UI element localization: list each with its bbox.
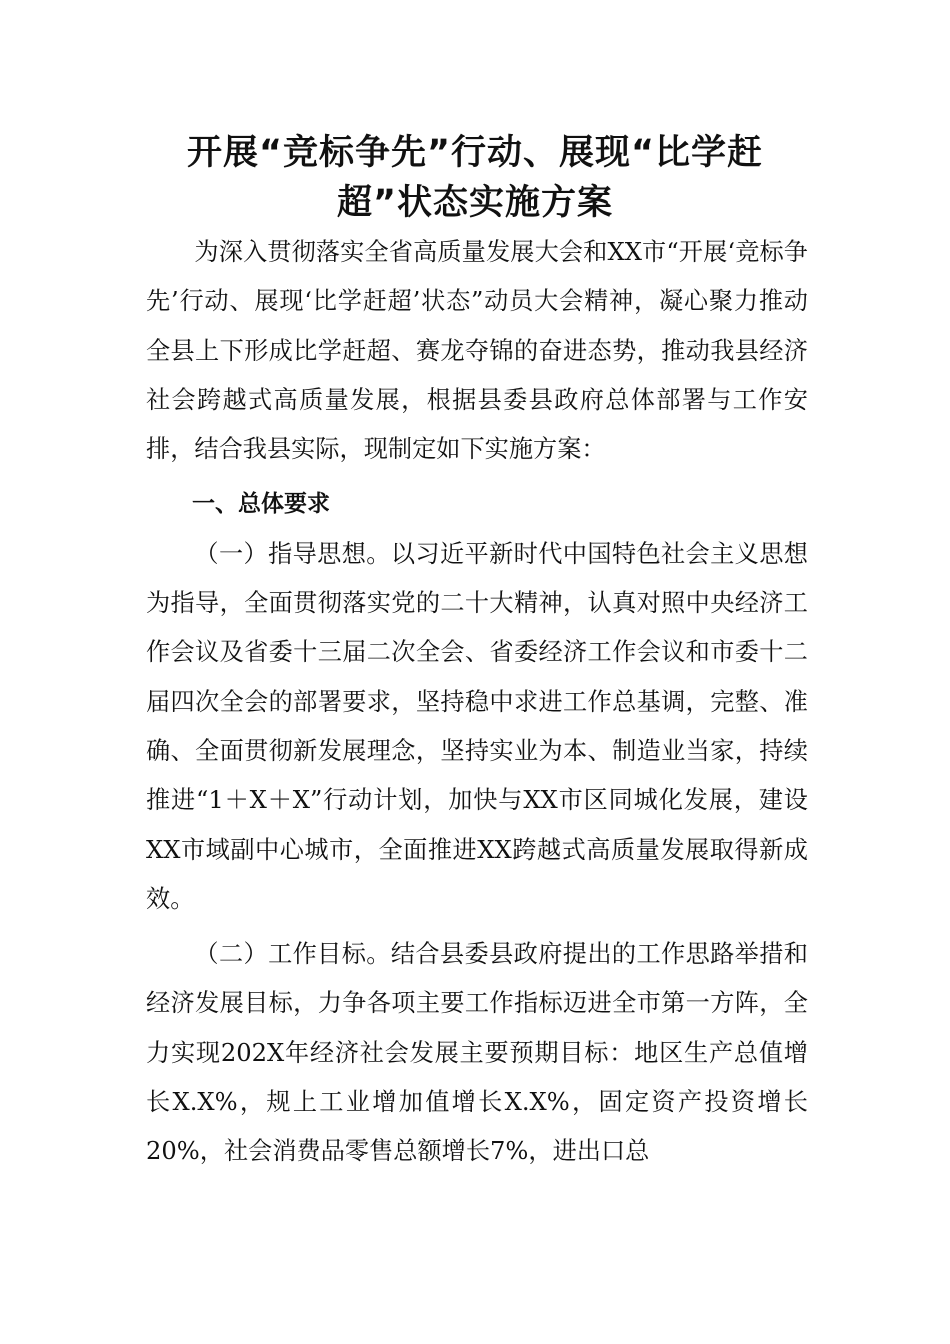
paragraph-guiding-ideology: （一）指导思想。以习近平新时代中国特色社会主义思想为指导，全面贯彻落实党的二十大精神，认真对照中央经济工作会议及省委十三届二次全会、省委经济工作会议和市委十二届四次全会的部署要求，坚持稳中求进工作总基调，完整、准确、全面贯彻新发展理念，坚持实业为本、制造业当家，持续推进“1＋X＋X”行动计划，加快与XX市区同城化发展，建设XX市域副中心城市，全面推进XX跨越式高质量发展取得新成效。 [146,539,808,913]
title-line-2: 超”状态实施方案 [336,183,613,223]
document-title [150,128,800,228]
document-body [146,228,808,1177]
paragraph-work-goals: （二）工作目标。结合县委县政府提出的工作思路举措和经济发展目标，力争各项主要工作指标迈进全市第一方阵，全力实现202X年经济社会发展主要预期目标：地区生产总值增长X.X%，规上工业增加值增长X.X%，固定资产投资增长20%，社会消费品零售总额增长7%，进出口总 [146,940,808,1166]
section-heading-general-requirements: 一、总体要求 [192,491,330,518]
intro-paragraph: 为深入贯彻落实全省高质量发展大会和XX市“开展‘竞标争先’行动、展现‘比学赶超’状态”动员大会精神，凝心聚力推动全县上下形成比学赶超、赛龙夺锦的奋进态势，推动我县经济社会跨越式高质量发展，根据县委县政府总体部署与工作安排，结合我县实际，现制定如下实施方案： [146,238,808,464]
title-line-1: 开展“竞标争先”行动、展现“比学赶 [186,133,763,173]
